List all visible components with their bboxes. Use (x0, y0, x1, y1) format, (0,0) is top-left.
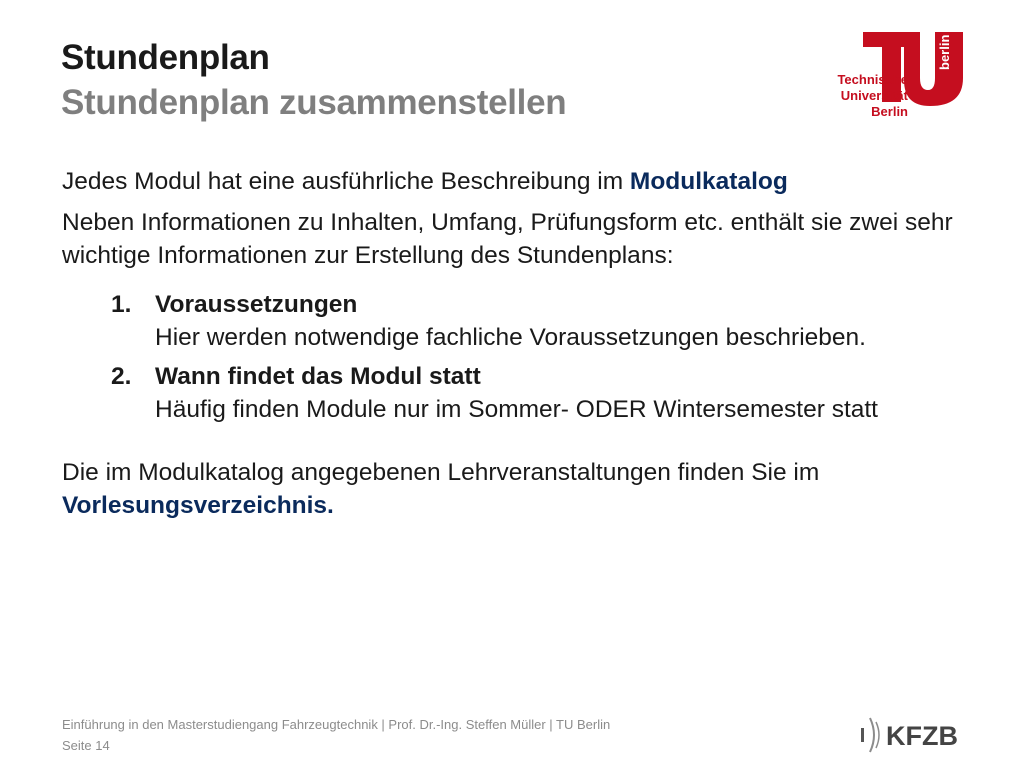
list-item (111, 360, 992, 426)
paragraph-vorlesungsverzeichnis (62, 456, 992, 522)
logo-line-2: Universität (840, 88, 908, 103)
list-item-heading: Wann findet das Modul statt (155, 363, 481, 390)
p3-text: Die im Modulkatalog angegebenen Lehrveranstaltungen finden Sie im (62, 459, 820, 486)
paragraph-info: Neben Informationen zu Inhalten, Umfang, Prüfungsform etc. enthält sie zwei sehr wichtige Informationen zur Erstellung des Stundenplans: (62, 209, 953, 269)
footer (62, 714, 610, 756)
p1-text: Jedes Modul hat eine ausführliche Beschreibung im (62, 168, 630, 195)
vorlesungsverzeichnis-link[interactable]: Vorlesungsverzeichnis. (62, 492, 334, 519)
page-title: Stundenplan (61, 38, 270, 77)
logo-line-3: Berlin (871, 104, 908, 119)
list-item-text: Hier werden notwendige fachliche Voraussetzungen beschrieben. (155, 324, 866, 351)
page-subtitle: Stundenplan zusammenstellen (61, 83, 567, 122)
kfzb-logo (858, 712, 968, 758)
list-number: 2. (111, 363, 132, 390)
numbered-list (62, 288, 992, 426)
page-number: Seite 14 (62, 738, 110, 753)
list-number: 1. (111, 291, 132, 318)
main-content (62, 165, 992, 522)
modulkatalog-link[interactable]: Modulkatalog (629, 168, 788, 195)
list-item-heading: Voraussetzungen (155, 291, 358, 318)
paragraph-modulkatalog (62, 165, 992, 198)
svg-text:KFZB: KFZB (886, 721, 958, 751)
footer-caption: Einführung in den Masterstudiengang Fahrzeugtechnik | Prof. Dr.-Ing. Steffen Müller | TU Berlin (62, 717, 611, 732)
wheel-arc-icon (861, 728, 864, 742)
logo-line-1: Technische (837, 72, 908, 87)
logo-wordmark (837, 72, 908, 120)
list-item-text: Häufig finden Module nur im Sommer- ODER Wintersemester statt (155, 396, 878, 423)
logo-berlin-vertical: berlin (937, 34, 952, 70)
list-item (111, 288, 992, 354)
